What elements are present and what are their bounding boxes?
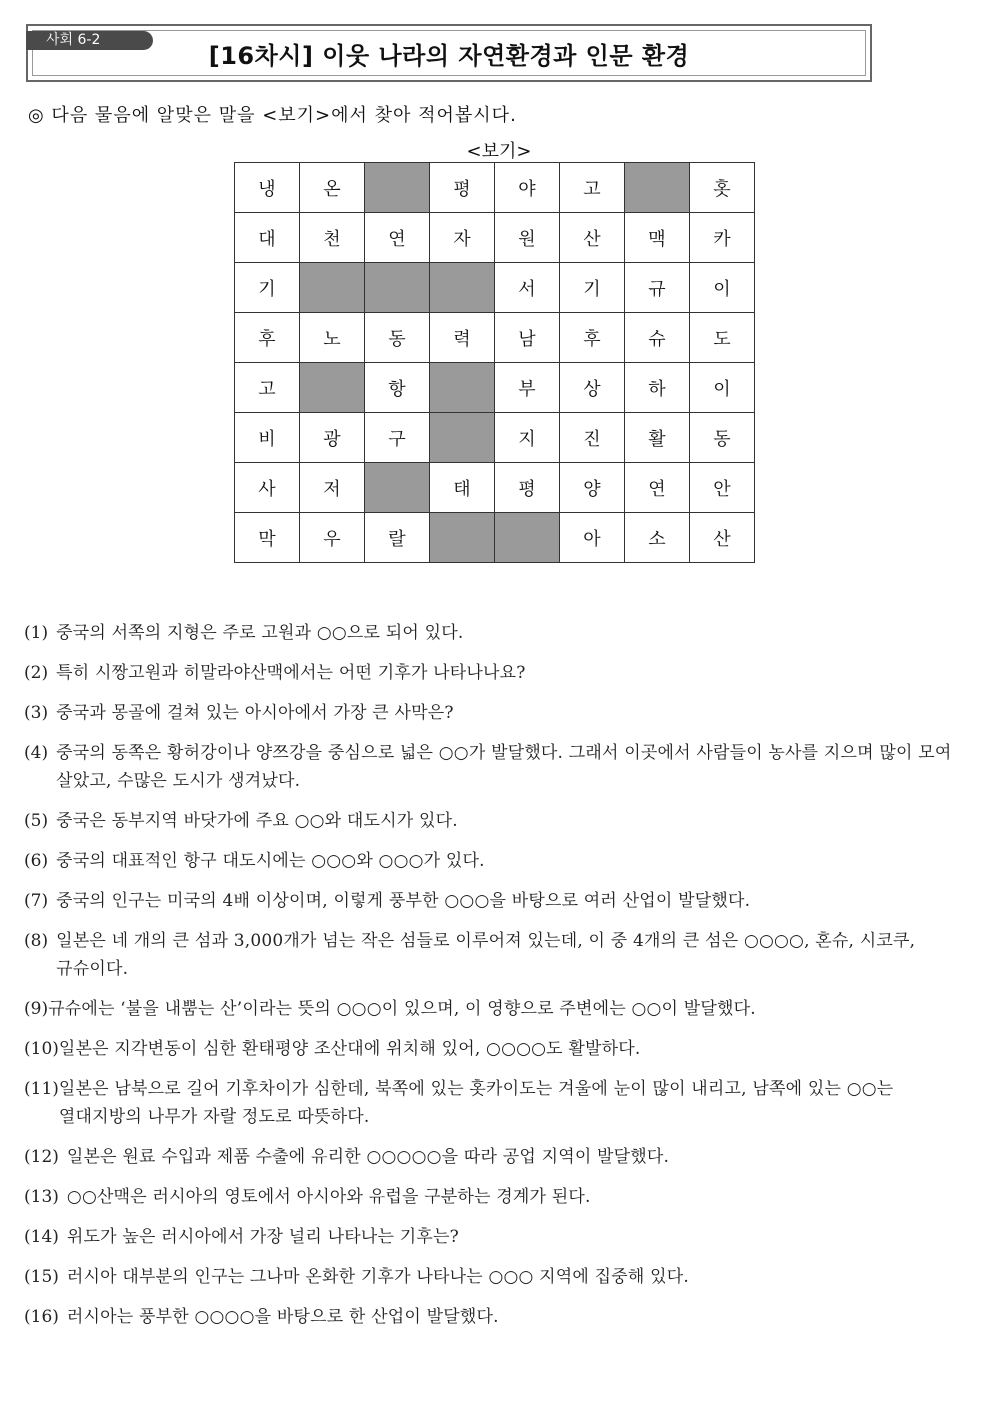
question-number: (8) [24, 931, 49, 951]
question-text: 특히 시짱고원과 히말라야산맥에서는 어떤 기후가 나타나나요? [56, 663, 526, 683]
grid-cell: 태 [430, 463, 495, 513]
grid-cell: 도 [690, 313, 755, 363]
bogi-label: <보기> [466, 141, 532, 162]
grid-cell: 진 [560, 413, 625, 463]
question-item [24, 699, 980, 727]
grid-cell: 구 [365, 413, 430, 463]
grid-cell-shaded [365, 463, 430, 513]
question-number: (3) [24, 703, 49, 723]
question-item [24, 1303, 980, 1331]
question-number: (13) [24, 1187, 59, 1207]
grid-cell: 노 [300, 313, 365, 363]
grid-cell: 슈 [625, 313, 690, 363]
grid-row [235, 313, 755, 363]
grid-cell: 자 [430, 213, 495, 263]
grid-cell: 막 [235, 513, 300, 563]
grid-cell: 양 [560, 463, 625, 513]
question-item [24, 1223, 980, 1251]
word-search-grid [234, 162, 755, 563]
question-item [24, 847, 980, 875]
grid-cell: 안 [690, 463, 755, 513]
question-item [24, 1183, 980, 1211]
subject-tab: 사회 6-2 [26, 31, 153, 50]
grid-cell: 연 [625, 463, 690, 513]
question-item [24, 659, 980, 687]
grid-cell: 냉 [235, 163, 300, 213]
grid-cell: 소 [625, 513, 690, 563]
grid-cell: 규 [625, 263, 690, 313]
question-number: (15) [24, 1267, 59, 1287]
grid-row [235, 263, 755, 313]
grid-row [235, 413, 755, 463]
question-text: 일본은 지각변동이 심한 환태평양 조산대에 위치해 있어, ○○○○도 활발하다. [58, 1039, 641, 1059]
grid-cell: 항 [365, 363, 430, 413]
grid-row [235, 363, 755, 413]
grid-cell: 산 [560, 213, 625, 263]
grid-cell: 원 [495, 213, 560, 263]
question-item [24, 927, 980, 983]
grid-row [235, 213, 755, 263]
question-item [24, 1035, 980, 1063]
question-text: 위도가 높은 러시아에서 가장 널리 나타나는 기후는? [66, 1227, 459, 1247]
grid-cell-shaded [430, 263, 495, 313]
question-number: (2) [24, 663, 49, 683]
question-item [24, 1075, 980, 1131]
question-item [24, 739, 980, 795]
question-number: (5) [24, 811, 49, 831]
question-text: 러시아 대부분의 인구는 그나마 온화한 기후가 나타나는 ○○○ 지역에 집중해 있다. [66, 1267, 689, 1287]
grid-cell: 저 [300, 463, 365, 513]
question-text: 중국의 대표적인 항구 대도시에는 ○○○와 ○○○가 있다. [56, 851, 485, 871]
grid-cell: 랄 [365, 513, 430, 563]
grid-cell: 홋 [690, 163, 755, 213]
grid-cell-shaded [300, 363, 365, 413]
grid-cell-shaded [625, 163, 690, 213]
question-list [24, 619, 980, 1343]
grid-cell: 기 [235, 263, 300, 313]
grid-cell-shaded [430, 513, 495, 563]
question-number: (11) [24, 1079, 59, 1099]
grid-cell: 서 [495, 263, 560, 313]
question-item [24, 1143, 980, 1171]
grid-cell-shaded [365, 163, 430, 213]
question-text: 규슈에는 ‘불을 내뿜는 산’이라는 뜻의 ○○○이 있으며, 이 영향으로 주변에는 ○○이 발달했다. [48, 999, 756, 1019]
question-number: (12) [24, 1147, 59, 1167]
grid-cell-shaded [430, 413, 495, 463]
question-number: (6) [24, 851, 49, 871]
question-text: 일본은 원료 수입과 제품 수출에 유리한 ○○○○○을 따라 공업 지역이 발달했다. [66, 1147, 670, 1167]
grid-cell: 광 [300, 413, 365, 463]
grid-cell: 평 [430, 163, 495, 213]
lesson-title: [16차시] 이웃 나라의 자연환경과 인문 환경 [208, 42, 690, 70]
grid-cell: 야 [495, 163, 560, 213]
grid-cell: 아 [560, 513, 625, 563]
question-text: 일본은 남북으로 길어 기후차이가 심한데, 북쪽에 있는 홋카이도는 겨울에 눈이 많이 내리고, 남쪽에 있는 ○○는 열대지방의 나무가 자랄 정도로 따뜻하다. [58, 1079, 894, 1127]
question-item [24, 1263, 980, 1291]
grid-cell: 평 [495, 463, 560, 513]
grid-cell: 맥 [625, 213, 690, 263]
question-item [24, 887, 980, 915]
grid-cell-shaded [365, 263, 430, 313]
grid-cell: 후 [235, 313, 300, 363]
question-number: (9) [24, 999, 49, 1019]
question-item [24, 807, 980, 835]
grid-cell: 비 [235, 413, 300, 463]
grid-cell: 력 [430, 313, 495, 363]
grid-cell: 고 [560, 163, 625, 213]
grid-cell: 상 [560, 363, 625, 413]
grid-cell: 사 [235, 463, 300, 513]
question-item [24, 995, 980, 1023]
question-text: 러시아는 풍부한 ○○○○을 바탕으로 한 산업이 발달했다. [66, 1307, 499, 1327]
grid-row [235, 463, 755, 513]
grid-cell: 이 [690, 363, 755, 413]
grid-cell: 활 [625, 413, 690, 463]
grid-cell: 온 [300, 163, 365, 213]
grid-cell: 대 [235, 213, 300, 263]
question-text: 중국의 동쪽은 황허강이나 양쯔강을 중심으로 넓은 ○○가 발달했다. 그래서 이곳에서 사람들이 농사를 지으며 많이 모여 살았고, 수많은 도시가 생겨났다. [56, 743, 952, 791]
grid-cell: 기 [560, 263, 625, 313]
grid-cell: 동 [365, 313, 430, 363]
question-number: (14) [24, 1227, 59, 1247]
grid-cell: 고 [235, 363, 300, 413]
instruction: ◎ 다음 물음에 알맞은 말을 <보기>에서 찾아 적어봅시다. [28, 105, 517, 126]
question-number: (7) [24, 891, 49, 911]
grid-cell: 후 [560, 313, 625, 363]
question-text: ○○산맥은 러시아의 영토에서 아시아와 유럽을 구분하는 경계가 된다. [66, 1187, 591, 1207]
grid-cell: 연 [365, 213, 430, 263]
question-text: 중국의 인구는 미국의 4배 이상이며, 이렇게 풍부한 ○○○을 바탕으로 여러 산업이 발달했다. [56, 891, 751, 911]
question-number: (16) [24, 1307, 59, 1327]
grid-cell-shaded [495, 513, 560, 563]
question-text: 중국과 몽골에 걸쳐 있는 아시아에서 가장 큰 사막은? [56, 703, 454, 723]
grid-cell: 천 [300, 213, 365, 263]
grid-row [235, 513, 755, 563]
question-text: 일본은 네 개의 큰 섬과 3,000개가 넘는 작은 섬들로 이루어져 있는데, 이 중 4개의 큰 섬은 ○○○○, 혼슈, 시코쿠, 규슈이다. [56, 931, 916, 979]
question-number: (10) [24, 1039, 59, 1059]
grid-cell: 남 [495, 313, 560, 363]
grid-cell-shaded [300, 263, 365, 313]
grid-cell: 우 [300, 513, 365, 563]
question-item [24, 619, 980, 647]
grid-row [235, 163, 755, 213]
grid-cell: 이 [690, 263, 755, 313]
question-text: 중국의 서쪽의 지형은 주로 고원과 ○○으로 되어 있다. [56, 623, 464, 643]
grid-cell: 부 [495, 363, 560, 413]
grid-cell: 동 [690, 413, 755, 463]
grid-cell: 하 [625, 363, 690, 413]
question-number: (4) [24, 743, 49, 763]
question-number: (1) [24, 623, 49, 643]
grid-cell: 카 [690, 213, 755, 263]
question-text: 중국은 동부지역 바닷가에 주요 ○○와 대도시가 있다. [56, 811, 458, 831]
grid-cell-shaded [430, 363, 495, 413]
grid-cell: 지 [495, 413, 560, 463]
grid-cell: 산 [690, 513, 755, 563]
